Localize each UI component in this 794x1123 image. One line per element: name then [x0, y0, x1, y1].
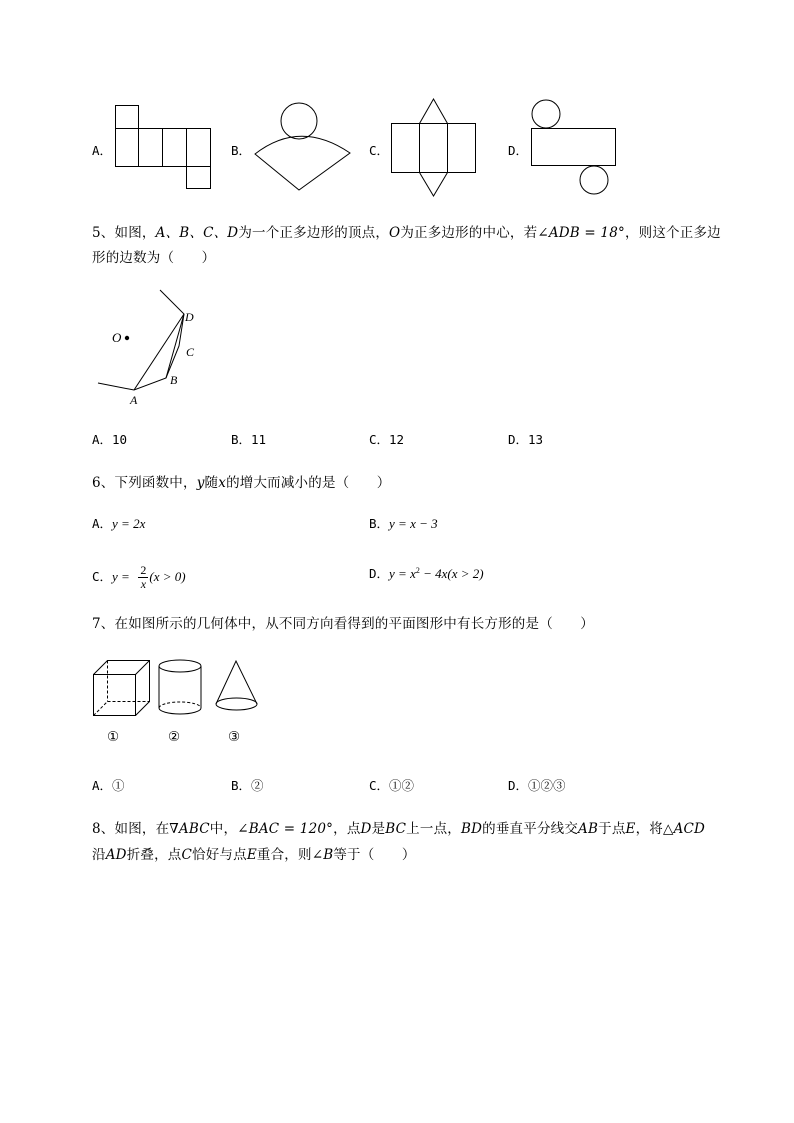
q5-label-c: C: [186, 345, 195, 359]
q5-option-d: D．13: [508, 432, 544, 447]
q7-option-b: B．②: [231, 778, 264, 793]
q5-option-c: C．12: [369, 432, 405, 447]
q6-option-a: A．y = 2x: [92, 516, 146, 531]
q5-label-o: O: [112, 330, 122, 345]
q8-stem-line1: 8、如图，在∇ABC中，∠BAC = 120°，点D是BC上一点，BD的垂直平分线交AB于点E，将△ACD: [92, 821, 706, 837]
q4-net-c-figure: [391, 98, 481, 198]
q4-option-a-label: A．: [92, 143, 113, 158]
q7-option-c: C．①②: [369, 778, 415, 793]
q7-stem: 7、在如图所示的几何体中，从不同方向看得到的平面图形中有长方形的是（ ）: [92, 616, 594, 632]
q5-label-b: B: [170, 373, 178, 387]
q5-label-a: A: [130, 393, 138, 407]
q7-solid-label-2: ②: [168, 729, 181, 745]
q7-cone-figure: [214, 659, 264, 719]
q6-option-c-fraction: $\frac{2}{x}$: [140, 563, 147, 591]
q7-option-d: D．①②③: [508, 778, 566, 793]
q5-stem-line2: 形的边数为（ ）: [92, 250, 216, 266]
q6-stem: 6、下列函数中，y随x的增大而减小的是（ ）: [92, 475, 391, 491]
q4-net-d-figure: [530, 99, 625, 199]
q7-solid-label-3: ③: [228, 729, 241, 745]
q5-option-a: A．10: [92, 432, 128, 447]
q5-label-d: D: [185, 310, 194, 324]
q8-stem-line2: 沿AD折叠，点C恰好与点E重合，则∠B等于（ ）: [92, 847, 416, 863]
q6-option-c: C．y = $\frac{2}{x}$ (x > 0): [92, 563, 186, 591]
q5-polygon-figure: [96, 288, 226, 413]
q5-stem-line1: 5、如图，A、B、C、D为一个正多边形的顶点，O为正多边形的中心，若∠ADB = 18°，则这个正多边: [92, 225, 721, 241]
q7-cube-figure: [93, 660, 153, 720]
q7-option-a: A．①: [92, 778, 125, 793]
q5-option-b: B．11: [231, 432, 267, 447]
q6-option-d: D．$y = x^2 - 4x(x > 2)$: [369, 565, 484, 581]
q6-option-b: B．y = x − 3: [369, 516, 438, 531]
q4-option-c-label: C．: [369, 143, 390, 158]
q7-solid-label-1: ①: [107, 729, 120, 745]
q7-cylinder-figure: [157, 659, 207, 719]
q4-option-b-label: B．: [231, 143, 252, 158]
q4-net-a-figure: [115, 105, 215, 185]
q4-net-b-figure: [252, 101, 362, 196]
q4-option-d-label: D．: [508, 143, 529, 158]
